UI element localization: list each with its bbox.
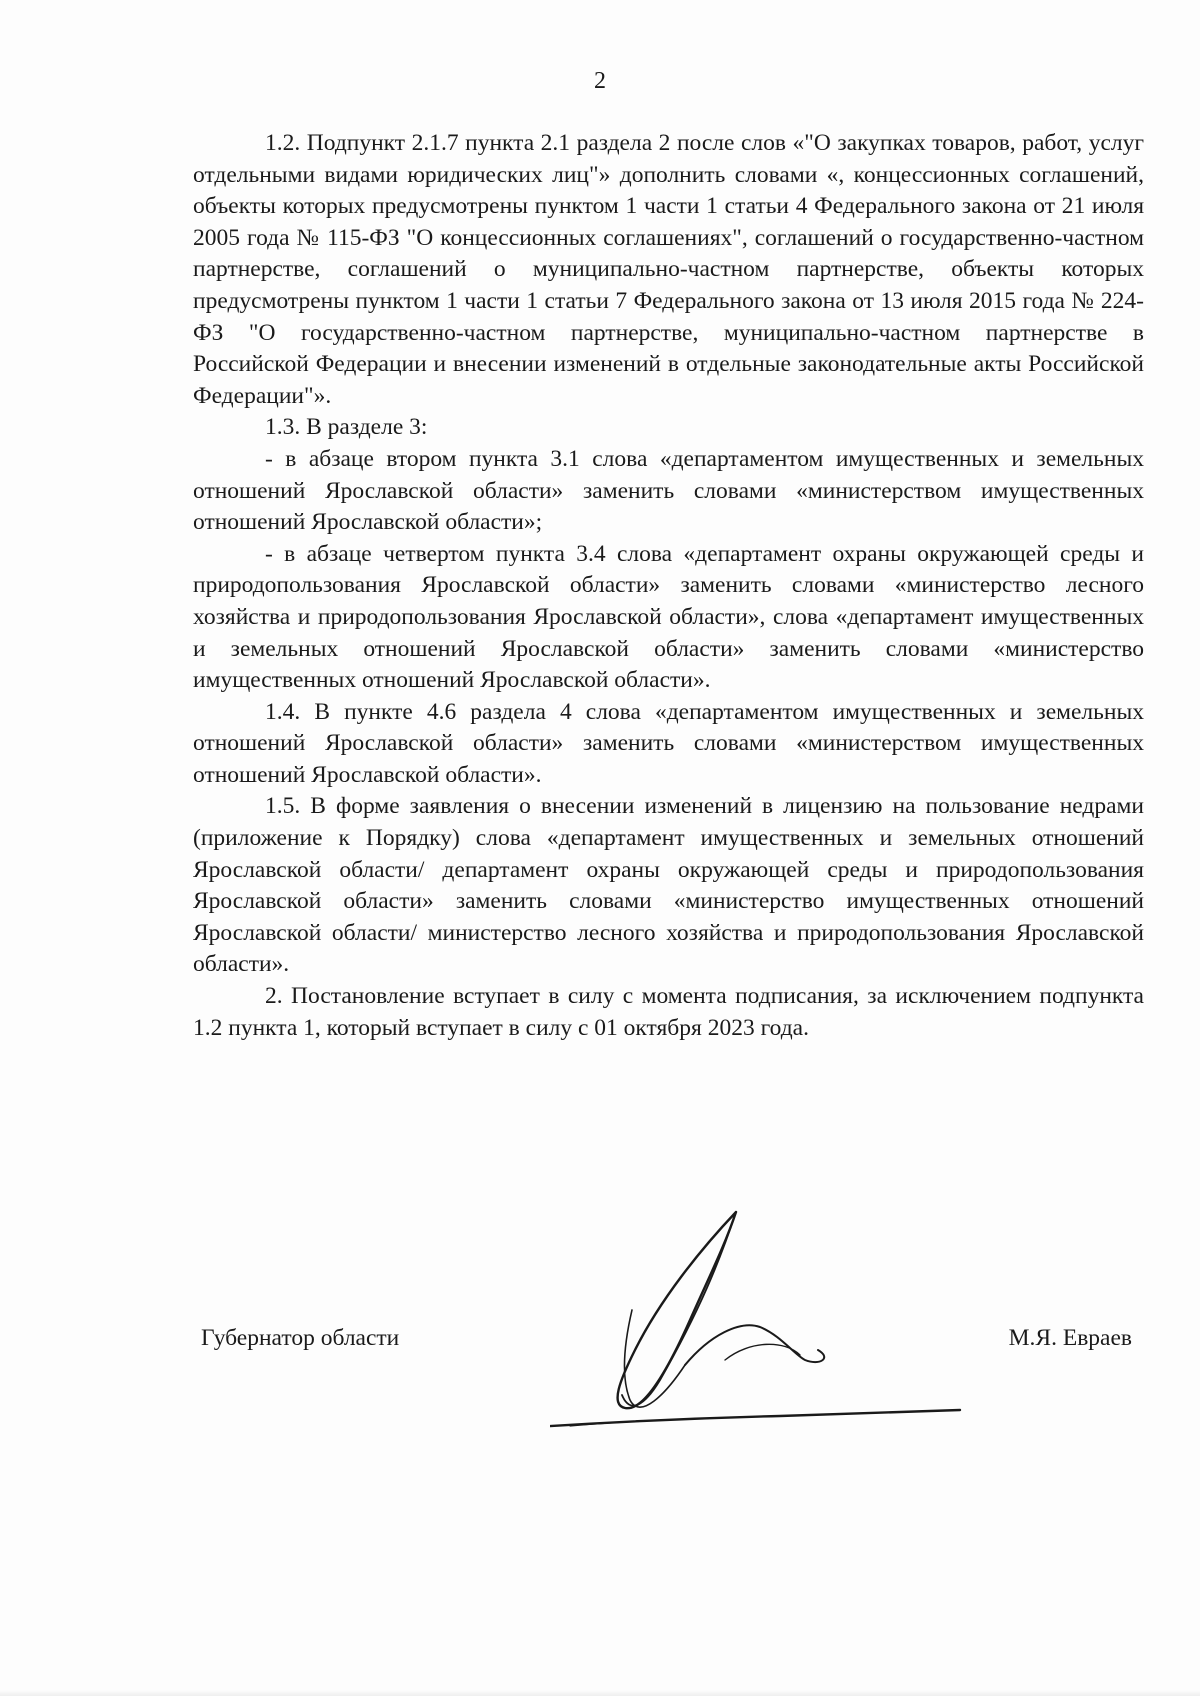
page-number: 2 — [594, 68, 606, 94]
paragraph-2: 2. Постановление вступает в силу с момента подписания, за исключением подпункта 1.2 пункта 1, который вступает в силу с 01 октября 2023 года. — [193, 983, 1144, 1041]
signature-block — [0, 1322, 1200, 1362]
signatory-name: М.Я. Евраев — [1008, 1325, 1132, 1351]
signatory-position: Губернатор области — [201, 1325, 400, 1351]
document-body — [193, 128, 1144, 1044]
paragraph-1-3-item-2: - в абзаце четвертом пункта 3.4 слова «департамент охраны окружающей среды и природопользования Ярославской области» заменить словами «министерство лесного хозяйства и природопользования Ярославской области», слова «департамент имущественных и земельных отношений Ярославской области» заменить словами «министерство имущественных отношений Ярославской области». — [193, 540, 1144, 694]
paragraph-1-3: 1.3. В разделе 3: — [265, 414, 428, 441]
paragraph-1-5: 1.5. В форме заявления о внесении изменений в лицензию на пользование недрами (приложение к Порядку) слова «департамент имущественных и земельных отношений Ярославской области/ департамент охраны окружающей среды и природопользования Ярославской области» заменить словами «министерство имущественных отношений Ярославской области/ министерство лесного хозяйства и природопользования Ярославской области». — [193, 793, 1144, 978]
scan-edge-shadow — [0, 1690, 1200, 1696]
paragraph-1-2: 1.2. Подпункт 2.1.7 пункта 2.1 раздела 2 после слов «"О закупках товаров, работ, услуг отдельными видами юридических лиц"» дополнить словами «, концессионных соглашений, объекты которых предусмотрены пунктом 1 части 1 статьи 4 Федерального закона от 21 июля 2005 года № 115-ФЗ "О концессионных соглашениях", соглашений о государственно-частном партнерстве, соглашений о муниципально-частном партнерстве, объекты которых предусмотрены пунктом 1 части 1 статьи 7 Федерального закона от 13 июля 2015 года № 224-ФЗ "О государственно-частном партнерстве, муниципально-частном партнерстве в Российской Федерации и внесении изменений в отдельные законодательные акты Российской Федерации"». — [193, 130, 1144, 409]
paragraph-1-4: 1.4. В пункте 4.6 раздела 4 слова «департаментом имущественных и земельных отношений Ярославской области» заменить словами «министерством имущественных отношений Ярославской области». — [193, 698, 1144, 788]
paragraph-1-3-item-1: - в абзаце втором пункта 3.1 слова «департаментом имущественных и земельных отношений Ярославской области» заменить словами «министерством имущественных отношений Ярославской области»; — [193, 445, 1144, 536]
